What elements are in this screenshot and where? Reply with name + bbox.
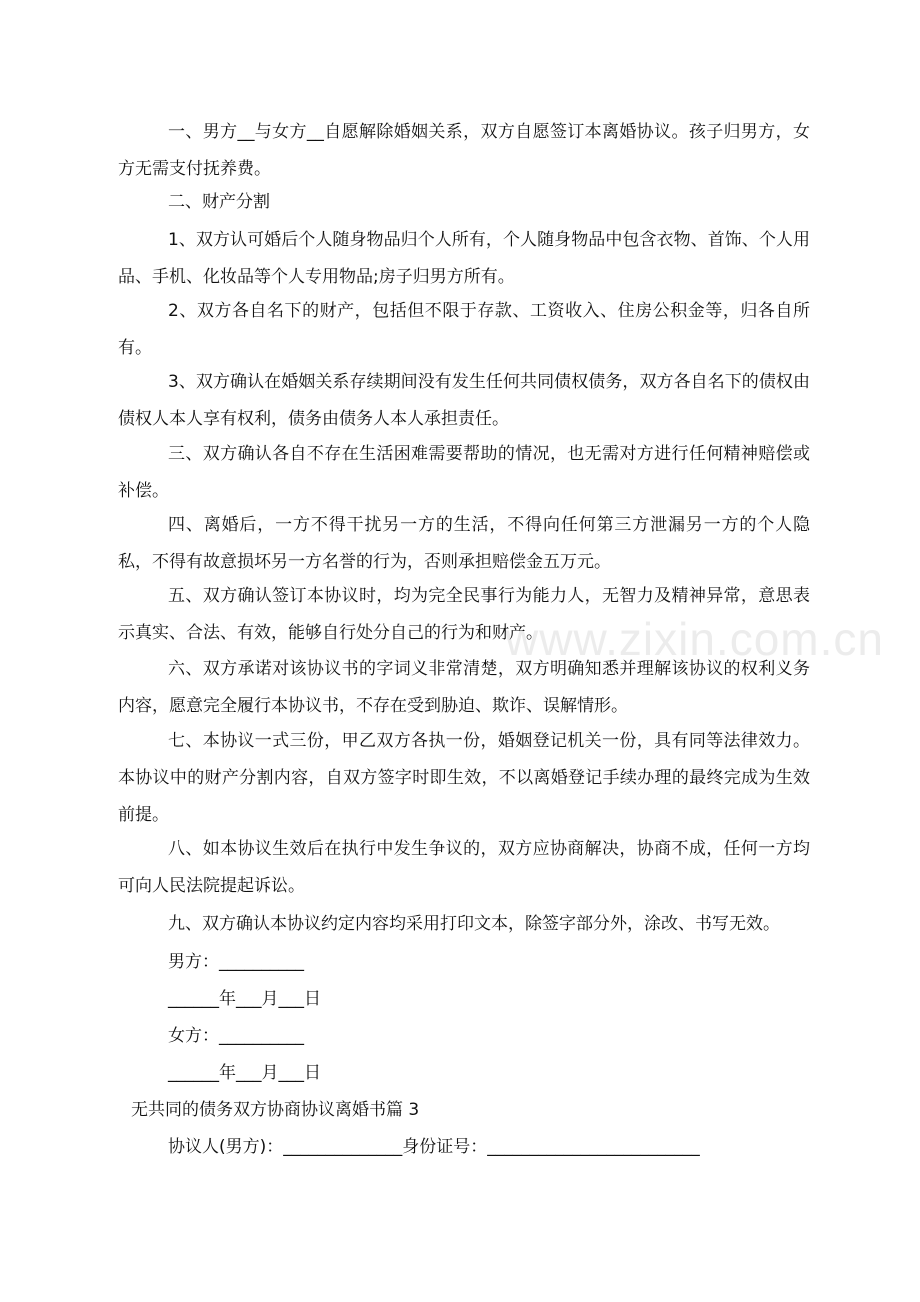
female-date-line: ______年___月___日	[168, 1063, 321, 1083]
next-article-title: 无共同的债务双方协商协议离婚书篇 3	[131, 1100, 420, 1120]
female-signature-line: 女方：__________	[168, 1026, 304, 1046]
section-property: 二、财产分割	[168, 192, 270, 212]
clause-1: 一、男方__与女方__自愿解除婚姻关系，双方自愿签订本离婚协议。孩子归男方，女方无需支付抚养费。	[118, 122, 810, 179]
clause-6: 六、双方承诺对该协议书的字词义非常清楚，双方明确知悉并理解该协议的权利义务内容，愿意完全履行本协议书，不存在受到胁迫、欺诈、误解情形。	[118, 659, 810, 716]
next-article-first-line: 协议人(男方)：______________身份证号：_________________________	[168, 1137, 700, 1157]
watermark: www.zixin.com.cn	[505, 613, 884, 665]
clause-property-1: 1、双方认可婚后个人随身物品归个人所有，个人随身物品中包含衣物、首饰、个人用品、手机、化妆品等个人专用物品;房子归男方所有。	[118, 230, 810, 287]
clause-property-2: 2、双方各自名下的财产，包括但不限于存款、工资收入、住房公积金等，归各自所有。	[118, 301, 810, 358]
clause-5: 五、双方确认签订本协议时，均为完全民事行为能力人，无智力及精神异常，意思表示真实、合法、有效，能够自行处分自己的行为和财产。	[118, 586, 810, 643]
clause-4: 四、离婚后，一方不得干扰另一方的生活，不得向任何第三方泄漏另一方的个人隐私，不得有故意损坏另一方名誉的行为，否则承担赔偿金五万元。	[118, 515, 810, 572]
male-signature-line: 男方：__________	[168, 952, 304, 972]
clause-8: 八、如本协议生效后在执行中发生争议的，双方应协商解决，协商不成，任何一方均可向人民法院提起诉讼。	[118, 839, 810, 896]
clause-3: 三、双方确认各自不存在生活困难需要帮助的情况，也无需对方进行任何精神赔偿或补偿。	[118, 444, 810, 501]
clause-9: 九、双方确认本协议约定内容均采用打印文本，除签字部分外，涂改、书写无效。	[168, 914, 780, 934]
clause-7: 七、本协议一式三份，甲乙双方各执一份，婚姻登记机关一份，具有同等法律效力。本协议中的财产分割内容，自双方签字时即生效，不以离婚登记手续办理的最终完成为生效前提。	[118, 731, 810, 825]
male-date-line: ______年___月___日	[168, 989, 321, 1009]
clause-property-3: 3、双方确认在婚姻关系存续期间没有发生任何共同债权债务，双方各自名下的债权由债权人本人享有权利，债务由债务人本人承担责任。	[118, 372, 810, 429]
